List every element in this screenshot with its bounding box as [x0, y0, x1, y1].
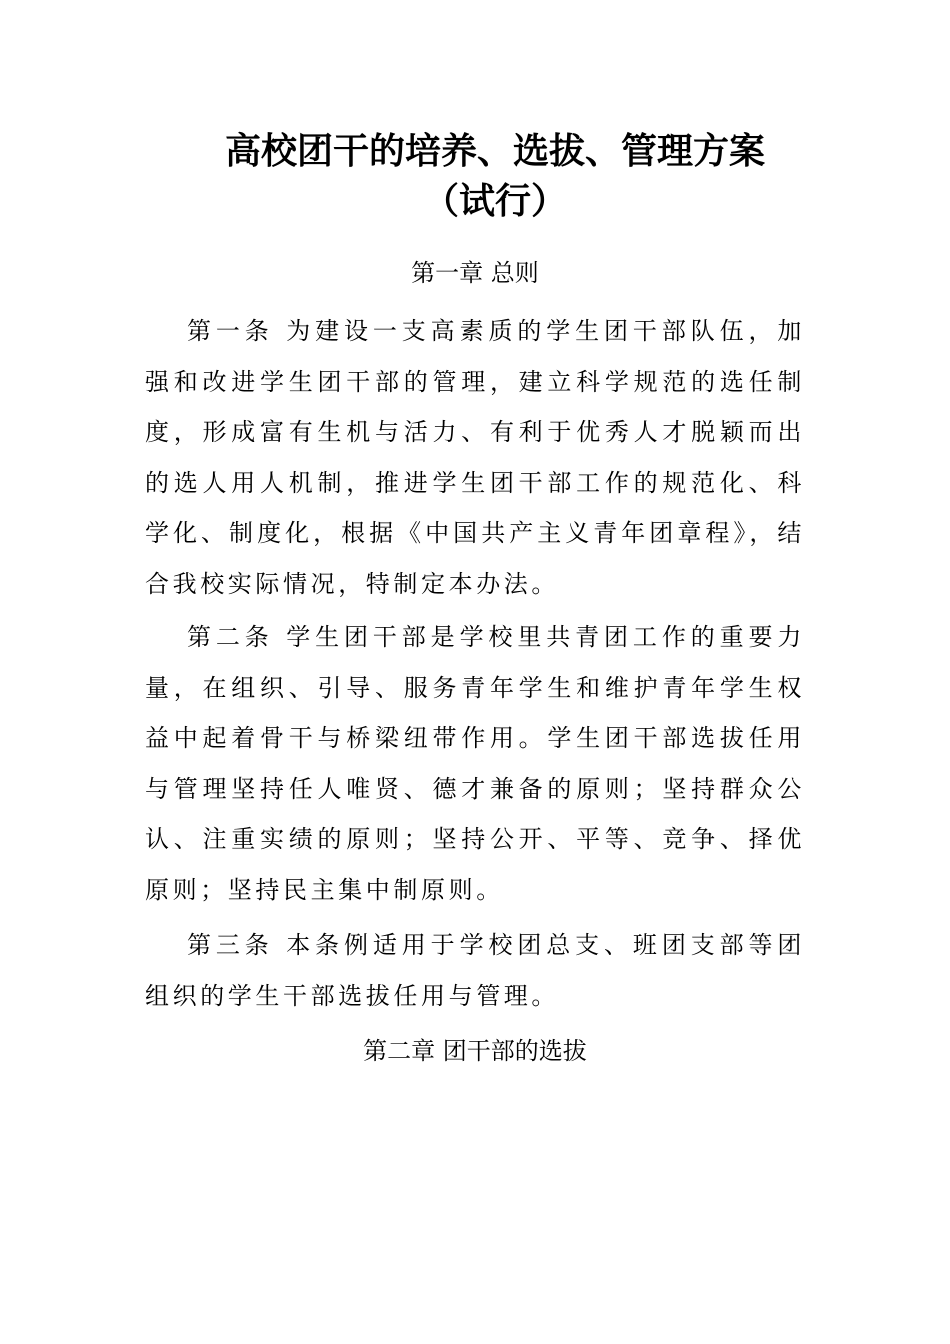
- article-2: 第二条 学生团干部是学校里共青团工作的重要力量，在组织、引导、服务青年学生和维护青年学生权益中起着骨干与桥梁纽带作用。学生团干部选拔任用与管理坚持任人唯贤、德才兼备的原则；坚持群众公认、注重实绩的原则；坚持公开、平等、竞争、择优原则；坚持民主集中制原则。: [145, 623, 805, 904]
- article-3: 第三条 本条例适用于学校团总支、班团支部等团组织的学生干部选拔任用与管理。: [145, 931, 805, 1010]
- chapter-1-heading: 第一章 总则: [411, 259, 539, 287]
- article-1: 第一条 为建设一支高素质的学生团干部队伍，加强和改进学生团干部的管理，建立科学规范的选任制度，形成富有生机与活力、有利于优秀人才脱颖而出的选人用人机制，推进学生团干部工作的规范化、科学化、制度化，根据《中国共产主义青年团章程》，结合我校实际情况，特制定本办法。: [145, 317, 805, 598]
- chapter-2-heading: 第二章 团干部的选拔: [363, 1037, 587, 1065]
- document-title: 高校团干的培养、选拔、管理方案（试行）: [224, 130, 765, 222]
